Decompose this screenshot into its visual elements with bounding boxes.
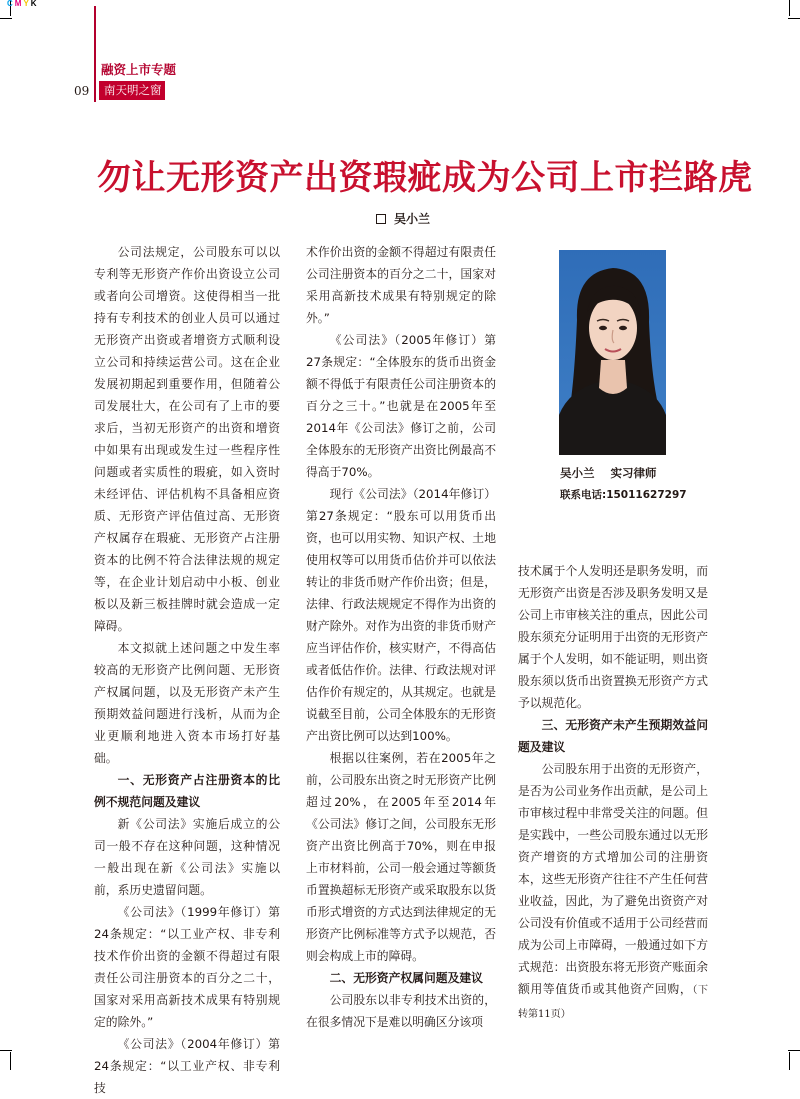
paragraph: 新《公司法》实施后成立的公司一般不存在这种问题，这种情况一般出现在新《公司法》实施以前，系历史遗留问题。: [94, 817, 280, 897]
paragraph: 公司股东以非专利技术出资的，在很多情况下是难以明确区分该项: [306, 993, 496, 1029]
section-heading-2: 二、无形资产权属问题及建议: [329, 971, 483, 985]
page-number: 09: [74, 84, 90, 98]
cmyk-m: M: [14, 0, 22, 8]
crop-mark-top-right-h: [788, 18, 800, 19]
author-caption-name: 吴小兰: [560, 466, 595, 480]
crop-mark-top-right: [789, 0, 790, 16]
crop-mark-bottom-right-h: [788, 1050, 800, 1051]
paragraph: 根据以往案例，若在2005年之前，公司股东出资之时无形资产比例超过20%，在2005年至2014年《公司法》修订之间，公司股东无形资产出资比例高于70%，则在申报上市材料前，公司一般会通过等额货币置换超标无形资产或采取股东以货币形式增资的方式达到法律规定的无形资产比例标准等方式予以规范，否则会构成上市的障碍。: [306, 751, 496, 963]
crop-mark-top-left-h: [0, 18, 12, 19]
portrait-illustration: [559, 250, 666, 455]
crop-mark-bottom-right: [789, 1052, 790, 1070]
byline: [376, 210, 430, 227]
author-photo: [559, 250, 666, 455]
paragraph-text: 公司股东用于出资的无形资产，是否为公司业务作出贡献，是公司上市审核过程中非常受关注的问题。但是实践中，一些公司股东通过以无形资产增资的方式增加公司的注册资本，这些无形资产往往不产生任何营业收益，因此，为了避免出资资产对公司没有价值或不适用于公司经营而成为公司上市障碍，一般通过如下方式规范：出资股东将无形资产账面余额用等值货币或其他资产回购，: [518, 762, 708, 996]
section-heading-1: 一、无形资产占注册资本的比例不规范问题及建议: [94, 773, 280, 809]
paragraph: 术作价出资的金额不得超过有限责任公司注册资本的百分之二十，国家对采用高新技术成果有特别规定的除外。”: [306, 245, 496, 325]
header-rule: [94, 6, 96, 102]
column-badge: 南天明之窗: [99, 81, 165, 100]
paragraph: 《公司法》（2004年修订）第24条规定：“以工业产权、非专利技: [94, 1037, 280, 1095]
paragraph: 技术属于个人发明还是职务发明，而无形资产出资是否涉及职务发明又是公司上市审核关注的重点，因此公司股东须充分证明用于出资的无形资产属于个人发明，如不能证明，则出资股东须以货币出资置换无形资产方式予以规范化。: [518, 564, 708, 710]
cmyk-c: C: [7, 0, 13, 8]
author-name: 吴小兰: [394, 212, 431, 226]
continued-note: （下转第11页）: [518, 985, 708, 1020]
section-heading-3: 三、无形资产未产生预期效益问题及建议: [518, 718, 708, 754]
crop-mark-bottom-left-h: [0, 1050, 12, 1051]
cmyk-y: Y: [23, 0, 29, 8]
text-column-1: [94, 241, 280, 1099]
paragraph: 《公司法》（2005年修订）第27条规定：“全体股东的货币出资金额不得低于有限责任公司注册资本的百分之三十。”也就是在2005年至2014年《公司法》修订之前，公司全体股东的无形资产出资比例最高不得高于70%。: [306, 333, 496, 479]
text-column-3: [518, 560, 708, 1026]
paragraph: 现行《公司法》（2014年修订）第27条规定：“股东可以用货币出资，也可以用实物、知识产权、土地使用权等可以用货币估价并可以依法转让的非货币财产作价出资；但是，法律、行政法规规定不得作为出资的财产除外。对作为出资的非货币财产应当评估作价，核实财产，不得高估或者低估作价。法律、行政法规对评估作价有规定的，从其规定。也就是说截至目前，公司全体股东的无形资产出资比例可以达到100%。: [306, 487, 496, 743]
article-title: 勿让无形资产出资瑕疵成为公司上市拦路虎: [97, 158, 753, 198]
author-contact: 联系电话:15011627297: [560, 489, 687, 501]
paragraph: [518, 758, 708, 1026]
cmyk-k: K: [30, 0, 37, 8]
text-column-2: [306, 241, 496, 1033]
cmyk-color-bar: [6, 0, 38, 8]
square-icon: [376, 214, 386, 224]
crop-mark-bottom-left: [10, 1052, 11, 1070]
paragraph: 公司法规定，公司股东可以以专利等无形资产作价出资设立公司或者向公司增资。这使得相当一批持有专利技术的创业人员可以通过无形资产出资或者增资方式顺利设立公司和持续运营公司。这在企业发展初期起到重要作用，但随着公司发展壮大，在公司有了上市的要求后，当初无形资产的出资和增资中如果有出现或发生过一些程序性问题或者实质性的瑕疵，如入资时未经评估、评估机构不具备相应资质、无形资产评估值过高、无形资产权属存在瑕疵、无形资产占注册资本的比例不符合法律法规的规定等，在企业计划启动中小板、创业板以及新三板挂牌时就会造成一定障碍。: [94, 245, 280, 633]
author-caption: [560, 465, 657, 481]
section-topic: 融资上市专题: [101, 62, 177, 77]
paragraph: 本文拟就上述问题之中发生率较高的无形资产比例问题、无形资产权属问题，以及无形资产未产生预期效益问题进行浅析，从而为企业更顺利地进入资本市场打好基础。: [94, 641, 280, 765]
paragraph: 《公司法》（1999年修订）第24条规定：“以工业产权、非专利技术作价出资的金额不得超过有限责任公司注册资本的百分之二十，国家对采用高新技术成果有特别规定的除外。”: [94, 905, 280, 1029]
author-caption-role: 实习律师: [610, 466, 657, 480]
